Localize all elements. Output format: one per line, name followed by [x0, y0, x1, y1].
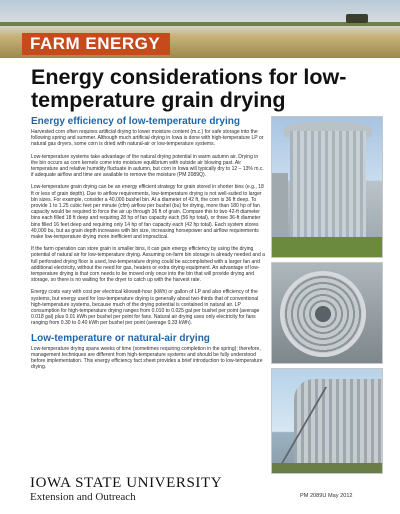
section-heading: Energy efficiency of low-temperature drying: [31, 116, 240, 127]
main-column: [31, 116, 265, 377]
paragraph: Harvested corn often requires artificial drying to lower moisture content (m.c.) for safe storage into the following spring and summer. Although much artificial drying in Iowa is done with high-temperature LP or natural gas dryers, some corn is dried with natural-air or low-temperature systems.: [31, 129, 264, 148]
section-heading: Low-temperature or natural-air drying: [31, 332, 210, 344]
paragraph: Energy costs vary with cost per electrical kilowatt-hour (kWh) or gallon of LP and also efficiency of the systems, but energy used for low-temperature drying is generally about two-thirds that of conventional high-temperature systems, because much of the drying potential is contained in natural air. LP consumption for high-temperature drying ranges from 0.010 to 0.025 gal per bushel per point (average 0.018 gal) plus 0.01 kWh per bushel per point for fans. Natural air drying uses only electricity for fans ranging from 0.30 to 0.40 kWh per bushel per point (average 0.33 kWh).: [31, 289, 260, 327]
banner: [0, 0, 400, 58]
bin-stair-photo: [271, 368, 383, 474]
bin-fan-photo: [271, 262, 383, 364]
extension-logo-text: Extension and Outreach: [30, 491, 136, 503]
grain-bin-photo: [271, 116, 383, 258]
university-logo-text: IOWA STATE UNIVERSITY: [30, 475, 223, 491]
banner-tractor-photo: [346, 14, 368, 23]
series-label: FARM ENERGY: [22, 33, 170, 55]
page-title: Energy considerations for low-temperature grain drying: [31, 65, 347, 112]
paragraph: Low-temperature systems take advantage of the natural drying potential in warm autumn air. Drying in the bin occurs as corn kernels come into moisture equilibrium with outside air blowing past. Air temperature and relative humidity fluctuate in autumn, but corn in Iowa will typically dry to 12 – 13% m.c. if adequate airflow and time are available to remove the moisture (PM 2089Q).: [31, 153, 264, 179]
grass: [272, 237, 382, 257]
paragraph: Low-temperature grain drying can be an energy efficient strategy for grain stored in shorter bins (e.g., 18 ft or less of grain depth). Due to airflow requirements, low-temperature drying is not well-suited to larger bin sizes. For example, consider a 40,000 bushel bin. At a diameter of 42 ft, the corn is 36 ft deep. To provide 1 to 1.25 cubic feet per minute (cfm) airflow per bushel (bu) for drying, more than 180 hp of fan capacity would be required to force the air up through 36 ft of grain. Compare this to two 42-ft diameter bins each filled 18 ft deep and requiring 28 hp of fan capacity each (56 hp total), or three 36-ft diameter bins filled 16 feet deep and requiring only 14 hp of fan capacity each (42 hp total). Each system stores 40,000 bu, but as grain depth increases with bin size, increasing horsepower and airflow requirements make low-temperature drying more inefficient and impractical.: [31, 184, 264, 241]
publication-code: PM 2089U May 2012: [300, 493, 353, 499]
paragraph: Low-temperature drying spans weeks of time (sometimes requiring completion in the spring); therefore, management techniques are different from high-temperature systems and should be fully understood before implementation. This energy efficiency fact sheet provides a brief introduction to low-temperature drying.: [31, 345, 263, 371]
paragraph: If the farm operation can store grain in smaller bins, it can gain energy efficiency by using the drying potential of natural air for low-temperature drying. Assuming on-farm bin storage is already needed and a full perforated drying floor is used, low-temperature drying could be accomplished with a larger fan and additional electricity, without the need for gas, heaters or extra drying equipment. An advantage of low-temperature drying is that corn needs to be moved only once into the bin that will provide drying and storage, so there is no waiting for the dryer to catch up with the harvest rate.: [31, 246, 265, 284]
fan-hub: [315, 306, 331, 322]
grass: [272, 463, 382, 473]
banner-field-photo: [0, 22, 400, 26]
